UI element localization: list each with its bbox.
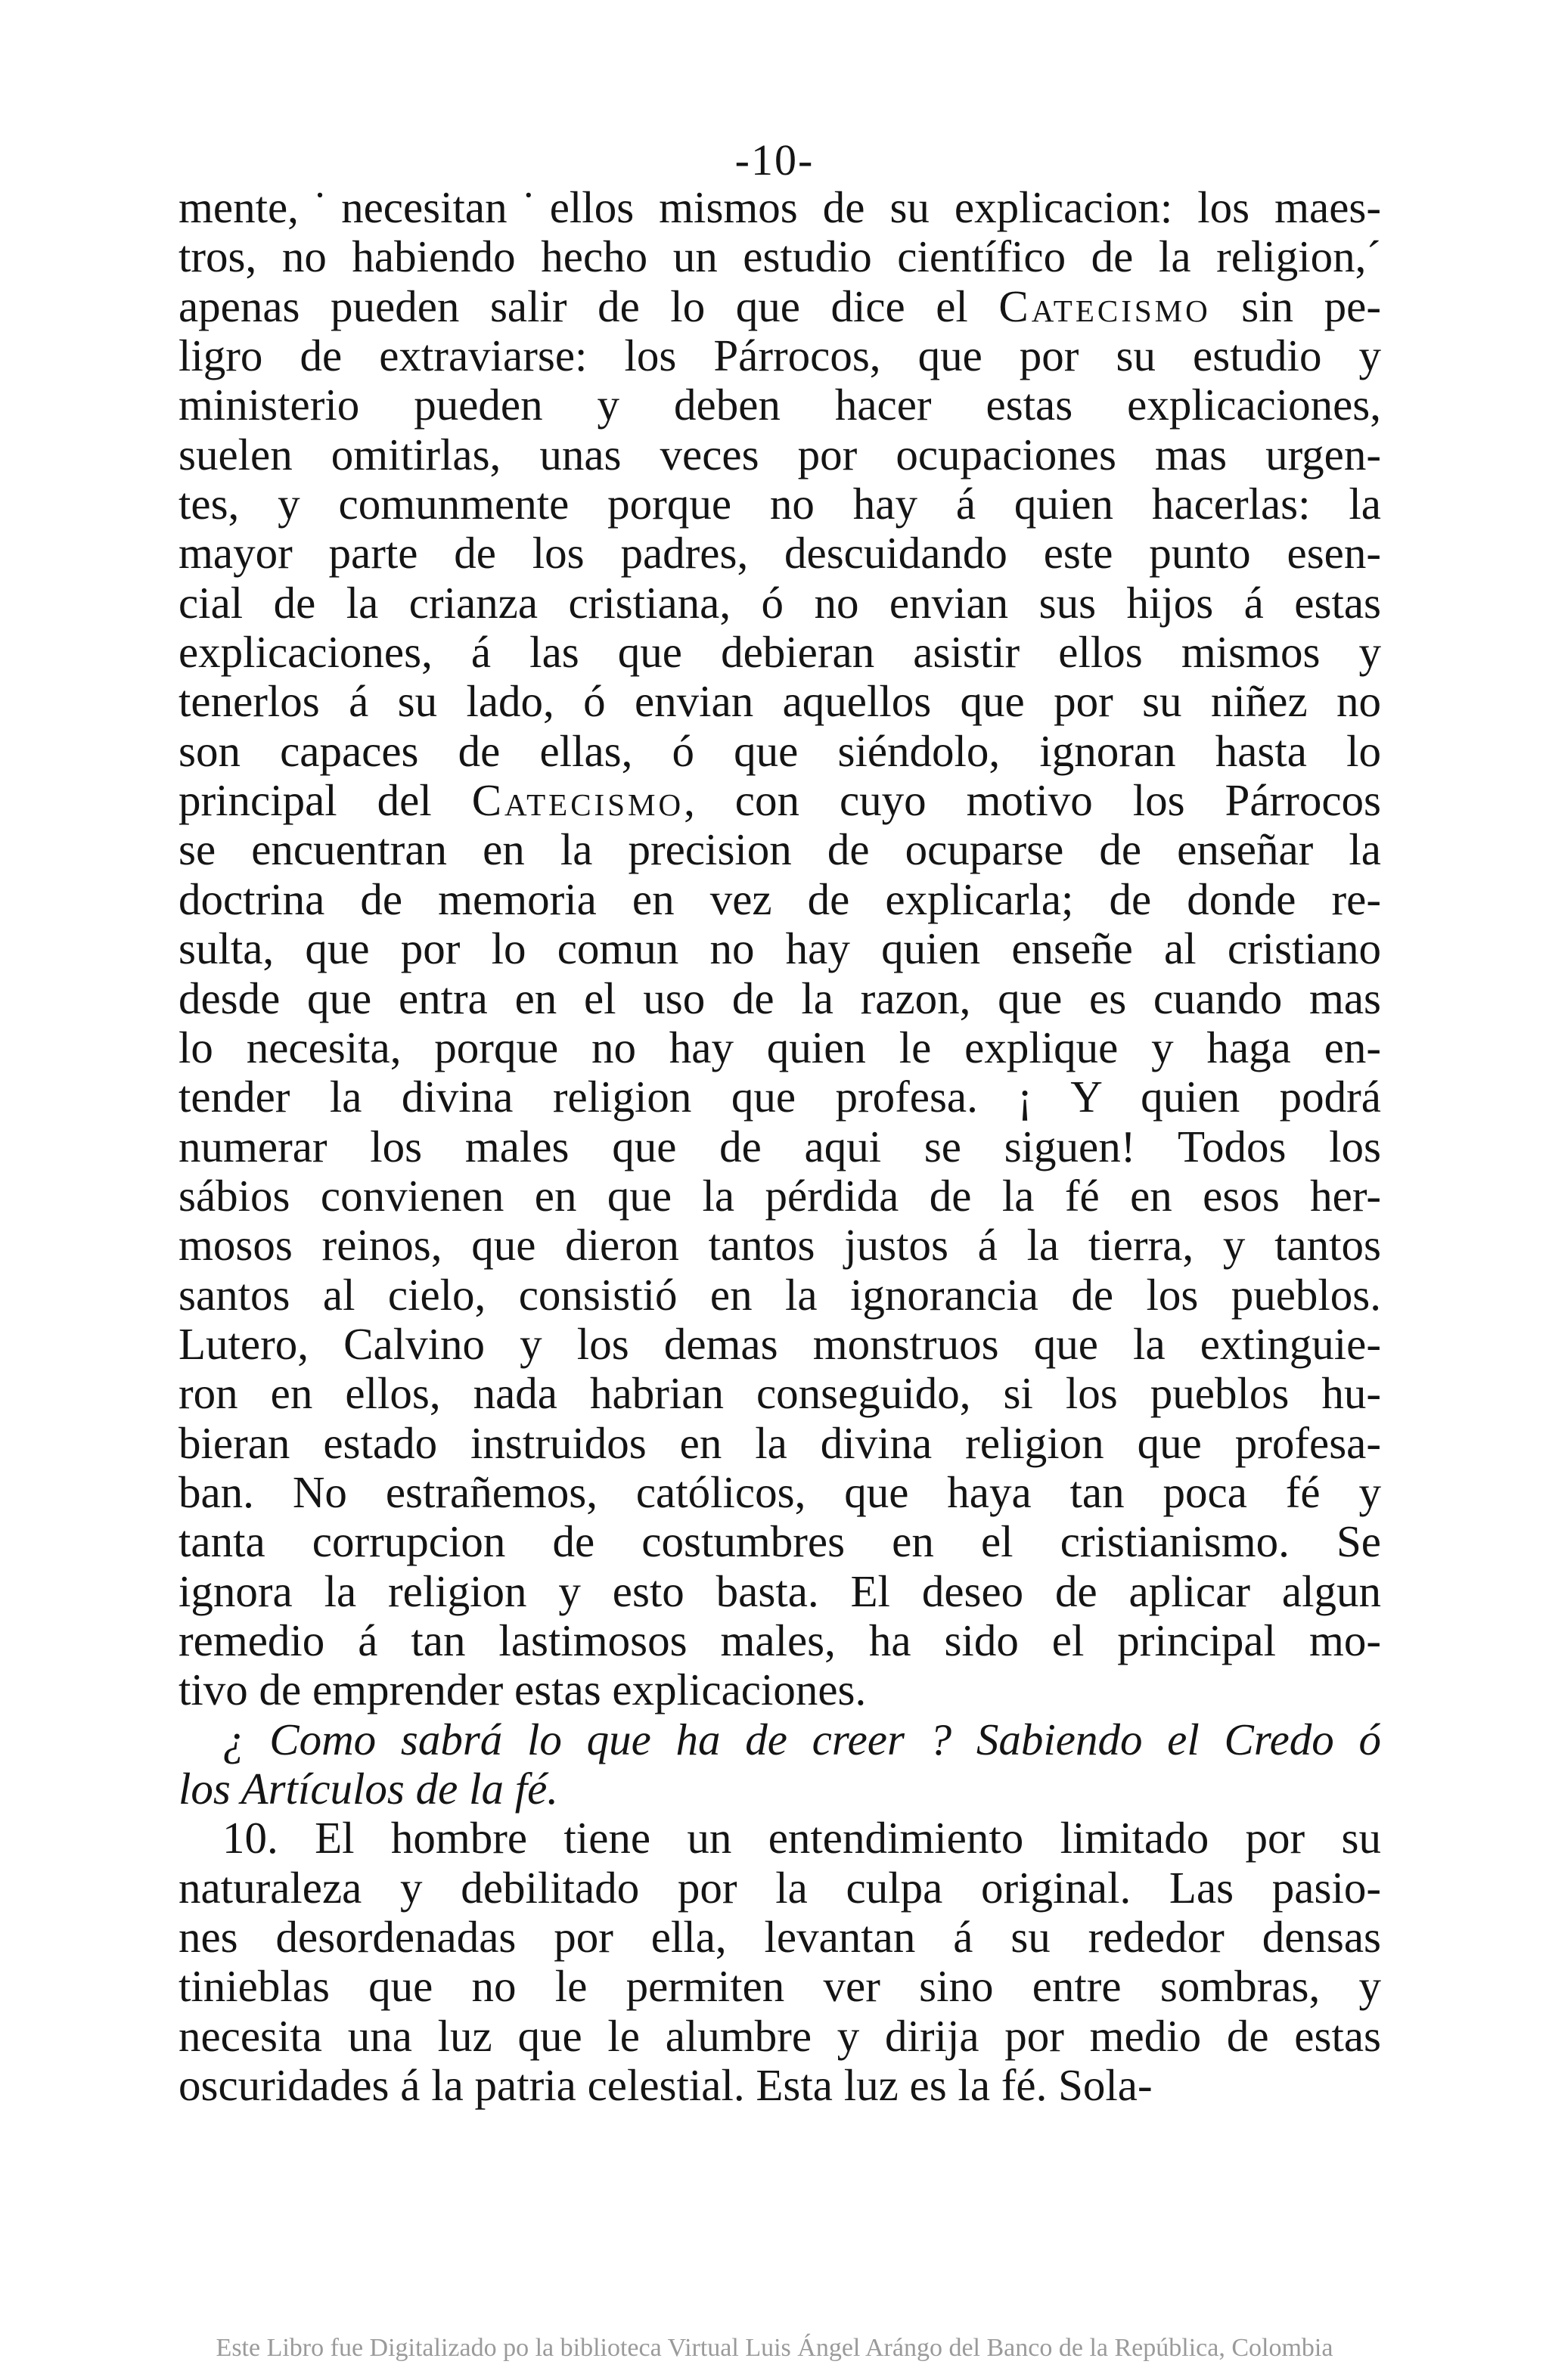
text-line <box>178 776 1381 825</box>
text-run: tivo de emprender estas explicaciones. <box>178 1665 867 1715</box>
digitization-footer: Este Libro fue Digitalizado po la biblioteca Virtual Luis Ángel Arángo del Banco de la República, Colombia <box>216 2334 1333 2362</box>
text-line <box>178 1616 1381 1665</box>
text-line <box>178 1221 1381 1270</box>
text-line <box>178 2061 1381 2110</box>
text-run: bieran estado instruidos en la divina religion que profesa- <box>178 1417 1381 1468</box>
text-run: mente,˙necesitan˙ellos mismos de su explicacion: los maes- <box>178 182 1381 232</box>
small-caps-run: Catecismo <box>471 775 684 826</box>
text-line <box>178 1517 1381 1566</box>
text-line <box>178 183 1381 232</box>
text-run: necesita una luz que le alumbre y dirija por medio de estas <box>178 2010 1381 2061</box>
text-line <box>178 1715 1381 1764</box>
text-run: ministerio pueden y deben hacer estas explicaciones, <box>178 380 1381 430</box>
italic-run: los Artículos de la fé. <box>178 1764 559 1814</box>
text-line <box>178 331 1381 380</box>
text-line <box>178 430 1381 479</box>
text-line <box>178 1320 1381 1369</box>
text-run: desde que entra en el uso de la razon, que es cuando mas <box>178 973 1381 1023</box>
text-run: nes desordenadas por ella, levantan á su rededor densas <box>178 1912 1381 1963</box>
text-run: , con cuyo motivo los Párrocos <box>684 775 1381 826</box>
text-line <box>178 727 1381 776</box>
text-line <box>178 825 1381 874</box>
text-run: suelen omitirlas, unas veces por ocupaciones mas urgen- <box>178 429 1381 479</box>
text-run: santos al cielo, consistió en la ignorancia de los pueblos. <box>178 1269 1381 1320</box>
text-line <box>178 875 1381 924</box>
text-line <box>178 479 1381 529</box>
page-number: -10- <box>734 135 815 185</box>
text-run: principal del <box>178 775 472 826</box>
italic-run: ¿ Como sabrá lo que ha de creer ? Sabiendo el Credo ó <box>222 1714 1381 1764</box>
text-run: son capaces de ellas, ó que siéndolo, ignoran hasta lo <box>178 725 1381 776</box>
text-line <box>178 1171 1381 1221</box>
small-caps-run: Catecismo <box>998 281 1211 331</box>
text-line <box>178 677 1381 726</box>
text-line <box>178 2012 1381 2061</box>
text-run: tros, no habiendo hecho un estudio científico de la religion,´ <box>178 231 1381 282</box>
text-run: ignora la religion y esto basta. El deseo de aplicar algun <box>178 1565 1381 1616</box>
text-run: apenas pueden salir de lo que dice el <box>178 281 999 331</box>
text-line <box>178 1567 1381 1616</box>
text-run: tender la divina religion que profesa. ¡ Y quien podrá <box>178 1072 1381 1122</box>
text-run: sin pe- <box>1210 281 1382 331</box>
text-line <box>178 628 1381 677</box>
text-run: explicaciones, á las que debieran asistir ellos mismos y <box>178 627 1381 678</box>
text-run: oscuridades á la patria celestial. Esta luz es la fé. Sola- <box>178 2060 1153 2111</box>
text-line <box>178 1814 1381 1863</box>
text-run: remedio á tan lastimosos males, ha sido el principal mo- <box>178 1615 1381 1665</box>
text-run: ron en ellos, nada habrian conseguido, si los pueblos hu- <box>178 1368 1381 1419</box>
text-run: tanta corrupcion de costumbres en el cristianismo. Se <box>178 1516 1381 1567</box>
text-line <box>178 1764 1381 1814</box>
text-run: sulta, que por lo comun no hay quien enseñe al cristiano <box>178 923 1381 974</box>
text-run: numerar los males que de aqui se siguen! Todos los <box>178 1121 1381 1171</box>
text-line <box>178 1665 1381 1714</box>
text-run: sábios convienen en que la pérdida de la fé en esos her- <box>178 1170 1381 1221</box>
text-run: mosos reinos, que dieron tantos justos á la tierra, y tantos <box>178 1220 1381 1271</box>
text-run: ban. No estrañemos, católicos, que haya tan poca fé y <box>178 1466 1381 1517</box>
text-run: cial de la crianza cristiana, ó no envian sus hijos á estas <box>178 577 1381 628</box>
text-run: lo necesita, porque no hay quien le explique y haga en- <box>178 1022 1381 1072</box>
text-line <box>178 1271 1381 1320</box>
text-run: tes, y comunmente porque no hay á quien hacerlas: la <box>178 479 1381 529</box>
text-line <box>178 380 1381 430</box>
text-line <box>178 282 1381 331</box>
body-text <box>178 183 1381 2110</box>
text-run: 10. El hombre tiene un entendimiento limitado por su <box>222 1813 1381 1863</box>
text-run: tinieblas que no le permiten ver sino entre sombras, y <box>178 1961 1381 2012</box>
text-line <box>178 579 1381 628</box>
text-run: doctrina de memoria en vez de explicarla; de donde re- <box>178 873 1381 924</box>
text-line <box>178 1072 1381 1122</box>
text-line <box>178 1023 1381 1072</box>
text-line <box>178 1122 1381 1171</box>
text-line <box>178 974 1381 1023</box>
text-line <box>178 1369 1381 1418</box>
text-line <box>178 1962 1381 2011</box>
text-line <box>178 232 1381 281</box>
text-line <box>178 1419 1381 1468</box>
text-run: tenerlos á su lado, ó envian aquellos que por su niñez no <box>178 676 1381 727</box>
text-line <box>178 1863 1381 1913</box>
text-line <box>178 1913 1381 1962</box>
text-line <box>178 924 1381 973</box>
text-run: mayor parte de los padres, descuidando este punto esen- <box>178 528 1381 579</box>
text-run: Lutero, Calvino y los demas monstruos que la extinguie- <box>178 1318 1381 1369</box>
text-run: se encuentran en la precision de ocuparse de enseñar la <box>178 824 1381 875</box>
text-run: naturaleza y debilitado por la culpa original. Las pasio- <box>178 1862 1381 1913</box>
text-run: ligro de extraviarse: los Párrocos, que por su estudio y <box>178 330 1381 381</box>
text-line <box>178 1468 1381 1517</box>
text-line <box>178 529 1381 578</box>
